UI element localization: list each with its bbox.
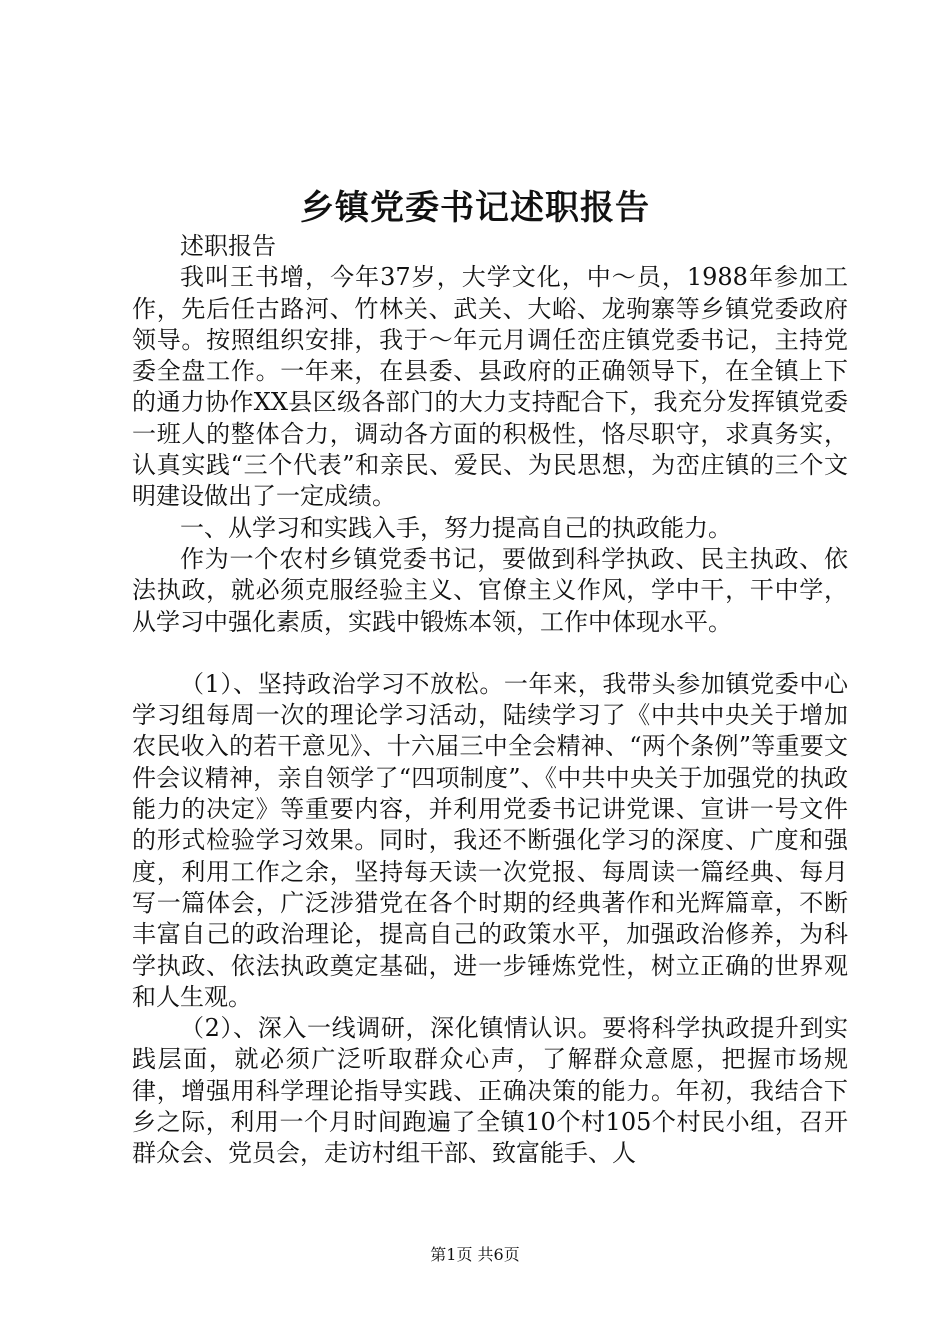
paragraph-item-1: （1）、坚持政治学习不放松。一年来，我带头参加镇党委中心学习组每周一次的理论学习活动，陆续学习了《中共中央关于增加农民收入的若干意见》、十六届三中全会精神、“两个条例”等重要文件会议精神，亲自领学了“四项制度”、《中共中央关于加强党的执政能力的决定》等重要内容，并利用党委书记讲党课、宣讲一号文件的形式检验学习效果。同时，我还不断强化学习的深度、广度和强度，利用工作之余，坚持每天读一次党报、每周读一篇经典、每月写一篇体会，广泛涉猎党在各个时期的经典著作和光辉篇章，不断丰富自己的政治理论，提高自己的政策水平，加强政治修养，为科学执政、依法执政奠定基础，进一步锤炼党性，树立正确的世界观和人生观。 [132, 669, 848, 1011]
paragraph-intro: 我叫王书增，今年37岁，大学文化，中～员，1988年参加工作，先后任古路河、竹林关、武关、大峪、龙驹寨等乡镇党委政府领导。按照组织安排，我于～年元月调任峦庄镇党委书记，主持党委全盘工作。一年来，在县委、县政府的正确领导下，在全镇上下的通力协作XX县区级各部门的大力支持配合下，我充分发挥镇党委一班人的整体合力，调动各方面的积极性，恪尽职守，求真务实，认真实践“三个代表”和亲民、爱民、为民思想，为峦庄镇的三个文明建设做出了一定成绩。 [132, 263, 848, 511]
page-number: 第1页 共6页 [430, 1245, 520, 1264]
paragraph-item-2: （2）、深入一线调研，深化镇情认识。要将科学执政提升到实践层面，就必须广泛听取群众心声，了解群众意愿，把握市场规律，增强用科学理论指导实践、正确决策的能力。年初，我结合下乡之际，利用一个月时间跑遍了全镇10个村105个村民小组，召开群众会、党员会，走访村组干部、致富能手、人 [132, 1014, 848, 1168]
paragraph-section-1: 作为一个农村乡镇党委书记，要做到科学执政、民主执政、依法执政，就必须克服经验主义、官僚主义作风，学中干，干中学，从学习中强化素质，实践中锻炼本领，工作中体现水平。 [132, 544, 848, 636]
document-title: 乡镇党委书记述职报告 [300, 188, 650, 228]
section-heading-1: 一、从学习和实践入手，努力提高自己的执政能力。 [180, 513, 732, 542]
document-body [132, 231, 848, 1170]
section-heading: 述职报告 [180, 232, 276, 260]
